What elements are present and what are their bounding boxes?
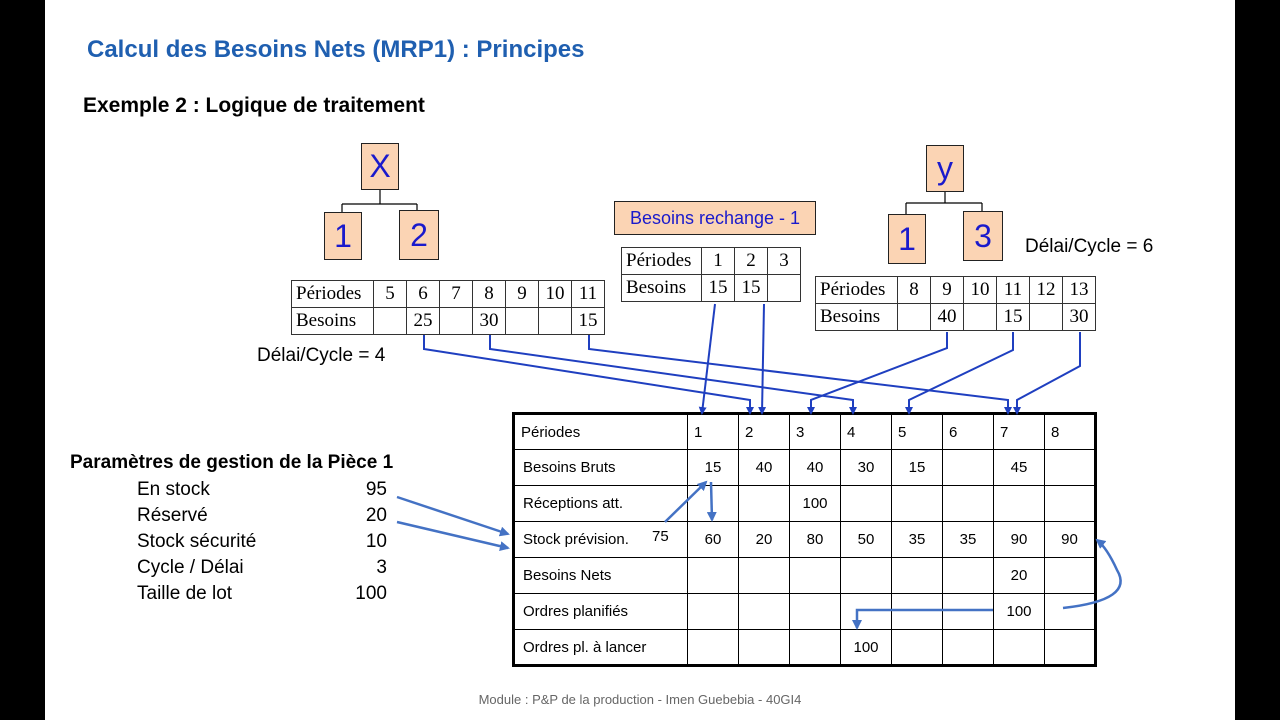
table-rechange-besoins-label: Besoins [622, 275, 702, 302]
table-y-period: 8 [898, 277, 931, 304]
table-x-besoin: 30 [473, 308, 506, 335]
param-value: 20 [365, 505, 387, 526]
mrp-cell: 40 [739, 450, 790, 486]
mrp-period: 1 [688, 414, 739, 450]
mrp-cell: 15 [688, 450, 739, 486]
mrp-cell: 15 [892, 450, 943, 486]
table-x-period: 10 [539, 281, 572, 308]
mrp-period: 2 [739, 414, 790, 450]
param-value: 3 [376, 557, 387, 578]
mrp-cell: 80 [790, 522, 841, 558]
initial-stock-value: 75 [652, 528, 669, 545]
node-y-child-1: 1 [888, 214, 926, 264]
mrp-period: 8 [1045, 414, 1096, 450]
mrp-row-label: Stock prévision. [514, 522, 688, 558]
table-rechange-period: 3 [768, 248, 801, 275]
mrp-cell: 60 [688, 522, 739, 558]
table-rechange-besoin: 15 [702, 275, 735, 302]
mrp-period: 7 [994, 414, 1045, 450]
mrp-cell: 90 [1045, 522, 1096, 558]
table-y-besoin: 30 [1063, 304, 1096, 331]
table-rechange-besoin: 15 [735, 275, 768, 302]
node-y-child-3: 3 [963, 211, 1003, 261]
footer-text: Module : P&P de la production - Imen Guebebia - 40GI4 [478, 692, 802, 707]
table-x-period: 6 [407, 281, 440, 308]
table-x-period: 5 [374, 281, 407, 308]
mrp-cell: 90 [994, 522, 1045, 558]
param-label: Cycle / Délai [137, 557, 244, 578]
param-label: En stock [137, 479, 210, 500]
table-rechange-period: 2 [735, 248, 768, 275]
mrp-period: 6 [943, 414, 994, 450]
param-value: 10 [365, 531, 387, 552]
flow-arrows [45, 0, 1235, 720]
param-label: Stock sécurité [137, 531, 257, 552]
mrp-row-label: Besoins Bruts [514, 450, 688, 486]
param-label: Réservé [137, 505, 208, 526]
slide-title: Calcul des Besoins Nets (MRP1) : Principes [87, 36, 585, 63]
mrp-period: 5 [892, 414, 943, 450]
mrp-cell: 35 [892, 522, 943, 558]
mrp-cell: 100 [790, 486, 841, 522]
params-title: Paramètres de gestion de la Pièce 1 [70, 452, 394, 473]
table-y-period: 11 [997, 277, 1030, 304]
mrp-cell: 30 [841, 450, 892, 486]
table-x-besoin: 15 [572, 308, 605, 335]
table-y-periodes-label: Périodes [816, 277, 898, 304]
mrp-row-label: Ordres planifiés [514, 594, 688, 630]
table-y-besoins-label: Besoins [816, 304, 898, 331]
delai-x-label: Délai/Cycle = 4 [257, 345, 386, 366]
table-y-period: 10 [964, 277, 997, 304]
mrp-row-label: Besoins Nets [514, 558, 688, 594]
mrp-cell: 50 [841, 522, 892, 558]
param-value: 95 [365, 479, 387, 500]
table-y-besoin: 40 [931, 304, 964, 331]
mrp-cell: 40 [790, 450, 841, 486]
node-x-child-2: 2 [399, 210, 439, 260]
param-value: 100 [355, 583, 387, 604]
table-x-besoins-label: Besoins [292, 308, 374, 335]
mrp-cell: 45 [994, 450, 1045, 486]
mrp-cell: 20 [994, 558, 1045, 594]
mrp-period: 3 [790, 414, 841, 450]
mrp-cell: 100 [841, 630, 892, 666]
table-x-period: 11 [572, 281, 605, 308]
table-x-period: 8 [473, 281, 506, 308]
table-x-period: 9 [506, 281, 539, 308]
mrp-cell: 100 [994, 594, 1045, 630]
table-y-period: 9 [931, 277, 964, 304]
mrp-row-label: Réceptions att. [514, 486, 688, 522]
table-y-period: 13 [1063, 277, 1096, 304]
table-y-period: 12 [1030, 277, 1063, 304]
table-x-period: 7 [440, 281, 473, 308]
mrp-cell: 35 [943, 522, 994, 558]
mrp-cell: 20 [739, 522, 790, 558]
mrp-row-label: Ordres pl. à lancer [514, 630, 688, 666]
table-y-besoin: 15 [997, 304, 1030, 331]
slide-subtitle: Exemple 2 : Logique de traitement [83, 94, 425, 117]
mrp-header-label: Périodes [514, 414, 688, 450]
delai-y-label: Délai/Cycle = 6 [1025, 236, 1154, 257]
param-label: Taille de lot [137, 583, 233, 604]
table-x-besoin: 25 [407, 308, 440, 335]
node-x: X [361, 143, 399, 190]
table-rechange-periodes-label: Périodes [622, 248, 702, 275]
rechange-box: Besoins rechange - 1 [614, 201, 816, 235]
table-x-periodes-label: Périodes [292, 281, 374, 308]
table-rechange-period: 1 [702, 248, 735, 275]
mrp-period: 4 [841, 414, 892, 450]
slide [45, 0, 1235, 720]
node-x-child-1: 1 [324, 212, 362, 260]
node-y: y [926, 145, 964, 192]
